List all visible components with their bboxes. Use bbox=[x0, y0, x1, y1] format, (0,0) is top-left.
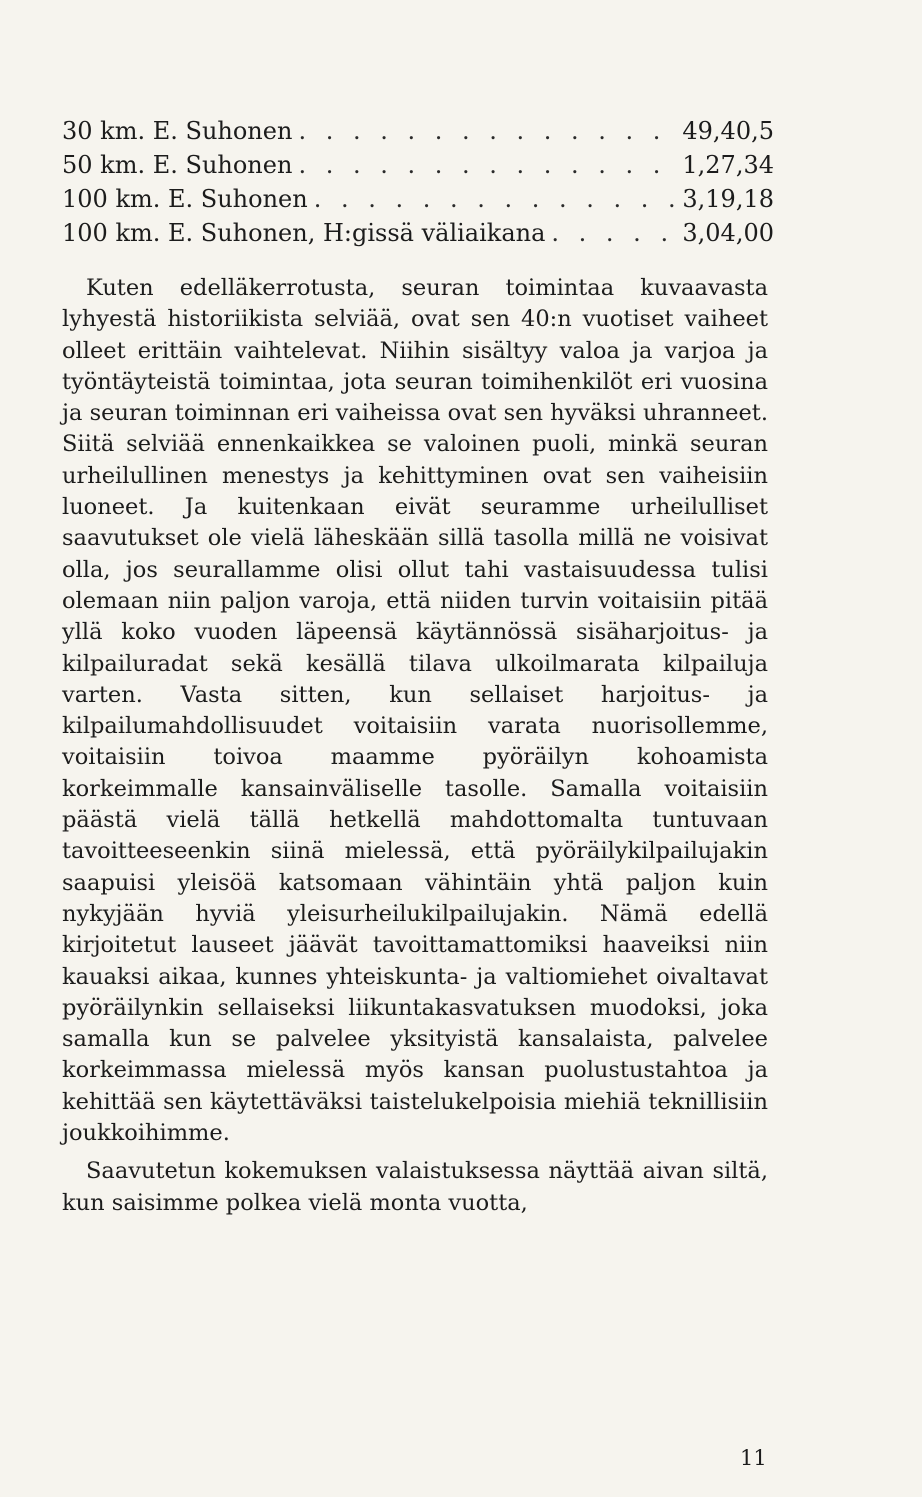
body-text bbox=[62, 273, 768, 1219]
record-time: 49,40,5 bbox=[682, 117, 774, 145]
record-time: 1,27,34 bbox=[682, 151, 774, 179]
record-row bbox=[62, 182, 774, 216]
record-row bbox=[62, 216, 774, 250]
record-time: 3,04,00 bbox=[682, 219, 774, 247]
record-row bbox=[62, 148, 774, 182]
record-row bbox=[62, 114, 774, 148]
record-label: 50 km. E. Suhonen bbox=[62, 151, 293, 179]
record-time: 3,19,18 bbox=[682, 185, 774, 213]
leader-dots bbox=[298, 148, 674, 182]
page-number: 11 bbox=[740, 1446, 767, 1470]
paragraph: Kuten edelläkerrotusta, seuran toimintaa kuvaavasta lyhyestä historiikista selviää, ovat sen 40:n vuotiset vaiheet olleet erittäin vaihtelevat. Niihin sisältyy valoa ja varjoa ja työntäyteistä toimintaa, jota seuran toimihenkilöt eri vuosina ja seuran toiminnan eri vaiheissa ovat sen hyväksi uhranneet. Siitä selviää ennenkaikkea se valoinen puoli, minkä seuran urheilullinen menestys ja kehittyminen ovat sen vaiheisiin luoneet. Ja kuitenkaan eivät seuramme urheilulliset saavutukset ole vielä läheskään sillä tasolla millä ne voisivat olla, jos seurallamme olisi ollut tahi vastaisuudessa tulisi olemaan niin paljon varoja, että niiden turvin voitaisiin pitää yllä koko vuoden läpeensä käytännössä sisäharjoitus- ja kilpailuradat sekä kesällä tilava ulkoilmarata kilpailuja varten. Vasta sitten, kun sellaiset harjoitus- ja kilpailumahdollisuudet voitaisiin varata nuorisollemme, voitaisiin toivoa maamme pyöräilyn kohoamista korkeimmalle kansainväliselle tasolle. Samalla voitaisiin päästä vielä tällä hetkellä mahdottomalta tuntuvaan tavoitteeseenkin siinä mielessä, että pyöräilykilpailujakin saapuisi yleisöä katsomaan vähintäin yhtä paljon kuin nykyjään hyviä yleisurheilukilpailujakin. Nämä edellä kirjoitetut lauseet jäävät tavoittamattomiksi haaveiksi niin kauaksi aikaa, kunnes yhteiskunta- ja valtiomiehet oivaltavat pyöräilynkin sellaiseksi liikuntakasvatuksen muodoksi, joka samalla kun se palvelee yksityistä kansalaista, palvelee korkeimmassa mielessä myös kansan puolustustahtoa ja kehittää sen käytettäväksi taistelukelpoisia miehiä teknillisiin joukkoihimme. bbox=[62, 275, 768, 1147]
leader-dots bbox=[314, 182, 675, 216]
record-label: 100 km. E. Suhonen bbox=[62, 185, 308, 213]
leader-dots bbox=[551, 216, 674, 250]
paragraph: Saavutetun kokemuksen valaistuksessa näyttää aivan siltä, kun saisimme polkea vielä monta vuotta, bbox=[62, 1158, 768, 1216]
record-label: 30 km. E. Suhonen bbox=[62, 117, 293, 145]
leader-dots bbox=[298, 114, 674, 148]
record-label: 100 km. E. Suhonen, H:gissä väliaikana bbox=[62, 219, 546, 247]
records-list bbox=[62, 114, 774, 250]
